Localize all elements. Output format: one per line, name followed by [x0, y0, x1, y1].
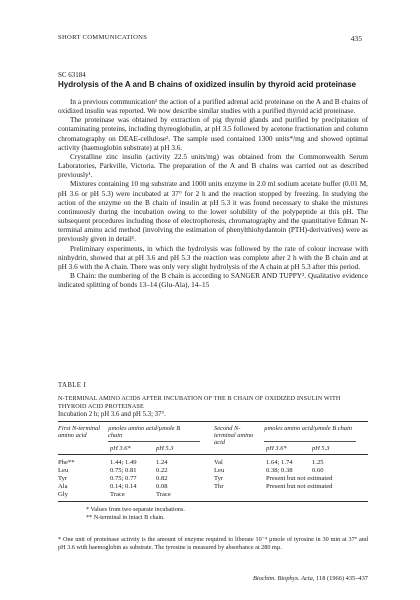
section-title: SHORT COMMUNICATIONS [58, 34, 148, 41]
header-ph53: pH 5.3 [156, 445, 174, 452]
paragraph: In a previous communication¹ the action of a purified adrenal acid proteinase on the A and B chains of oxidized insulin was reported. We now describe similar studies with a purified thyroid acid proteinase. [58, 98, 368, 116]
table-cell: Ala [58, 483, 68, 490]
table-cell: Thr [214, 483, 224, 490]
table-cell: Gly [58, 491, 68, 498]
table-top-rule [58, 421, 368, 422]
table-cell: Trace [156, 491, 171, 498]
table-caption: N-TERMINAL AMINO ACIDS AFTER INCUBATION OF THE B CHAIN OF OXIDIZED INSULIN WITH THYROID ACID PROTEINASE [58, 395, 341, 410]
header-ph36: pH 3.6* [110, 445, 131, 452]
table-footnote: * Values from two separate incubations. [86, 506, 185, 513]
table-cell: Present but not estimated [266, 483, 333, 490]
citation-details: 118 (1966) 435–437 [316, 575, 368, 582]
page-number: 435 [350, 34, 362, 43]
table-cell: Leu [58, 467, 69, 474]
table-label: TABLE I [58, 382, 87, 389]
table-conditions: Incubation 2 h; pH 3.6 and pH 5.3; 37°. [58, 411, 166, 418]
table-cell: Val [214, 459, 223, 466]
article-code: SC 63184 [58, 71, 86, 79]
group-underline [264, 441, 356, 442]
table-footnote: ** N-terminal in intact B chain. [86, 514, 165, 521]
table-cell: 0.82 [156, 475, 168, 482]
table-cell: Trace [110, 491, 125, 498]
table-cell: 1.25 [312, 459, 324, 466]
journal-citation [253, 575, 368, 582]
header-second-group: µmoles amino acid/µmole B chain [264, 425, 352, 432]
table-cell: 0.08 [156, 483, 168, 490]
table-cell: 1.44; 1.49 [110, 459, 137, 466]
table-cell: 0.75; 0.77 [110, 475, 137, 482]
header-ph36: pH 3.6* [266, 445, 287, 452]
table-cell: Present but not estimated [266, 475, 333, 482]
paragraph: Crystalline zinc insulin (activity 22.5 units/mg) was obtained from the Commonwealth Serum Laboratories, Parkville, Victoria. The preparation of the A and B chains was carried out as described previously¹. [58, 152, 368, 180]
header-ph53: pH 5.3 [312, 445, 330, 452]
paragraph: Mixtures containing 10 mg substrate and 1000 units enzyme in 2.0 ml sodium acetate buffer (0.01 M, pH 3.6 or pH 5.3) were incubated at 37° for 2 h and the reaction stopped by freezing. In studying the action of the enzyme on the B chain of insulin at pH 5.3 it was found necessary to shake the mixtures continuously during the incubation owing to the lower solubility of the polypeptide at this pH. The subsequent procedures including those of electrophoresis, chromatography and the quantitative Edman N-terminal amino acid method (involving the estimation of phenylthiohydantoin (PTH)-derivatives) were as previously given in detail¹. [58, 180, 368, 244]
paragraph: The proteinase was obtained by extraction of pig thyroid glands and purified by precipitation of contaminating proteins, including thyreoglobulin, at pH 3.5 followed by acetone fractionation and column chromatography on DEAE-cellulose². The sample used contained 1300 units*/mg and showed optimal activity (haemoglobin substrate) at pH 3.6. [58, 116, 368, 152]
table-cell: Tyr [58, 475, 68, 482]
table-header-rule [58, 454, 368, 455]
group-underline [108, 441, 200, 442]
table-cell: 1.24 [156, 459, 168, 466]
header-first-group: µmoles amino acid/µmole B chain [108, 425, 181, 440]
table-cell: 0.14; 0.14 [110, 483, 137, 490]
article-title: Hydrolysis of the A and B chains of oxidized insulin by thyroid acid proteinase [58, 80, 357, 89]
table-bottom-rule [58, 501, 368, 502]
table-cell: 0.22 [156, 467, 168, 474]
paragraph: Preliminary experiments, in which the hydrolysis was followed by the rate of colour increase with ninhydrin, showed that at pH 3.6 and pH 5.3 the reaction was complete after 2 h with the B chain and at pH 3.6 with the A chain. There was only very slight hydrolysis of the A chain at pH 5.3 after this period. [58, 244, 368, 271]
table-cell: 1.64; 1.74 [266, 459, 293, 466]
header-second-amino-acid: Second N-terminal amino acid [214, 425, 254, 447]
header-first-amino-acid: First N-terminal amino acid [58, 425, 101, 440]
article-body [58, 98, 368, 290]
journal-name: Biochim. Biophys. Acta, [252, 575, 315, 582]
table-cell: Tyr [214, 475, 224, 482]
table-cell: 0.75; 0.81 [110, 467, 137, 474]
running-header [58, 34, 362, 46]
page-footnote: * One unit of proteinase activity is the amount of enzyme required to liberate 10⁻⁴ µmole of tyrosine in 30 min at 37° and pH 3.6 with haemoglobin as substrate. The tyrosine is measured by absorbance at 280 mµ. [58, 536, 368, 551]
table-cell: Leu [214, 467, 225, 474]
paragraph: B Chain: the numbering of the B chain is according to SANGER AND TUPPY³. Qualitative evidence indicated splitting of bonds 13–14 (Glu-Ala), 14–15 [58, 271, 368, 290]
table-cell: 0.60 [312, 467, 324, 474]
table-cell: 0.38; 0.38 [266, 467, 293, 474]
table-cell: Phe** [58, 459, 75, 466]
